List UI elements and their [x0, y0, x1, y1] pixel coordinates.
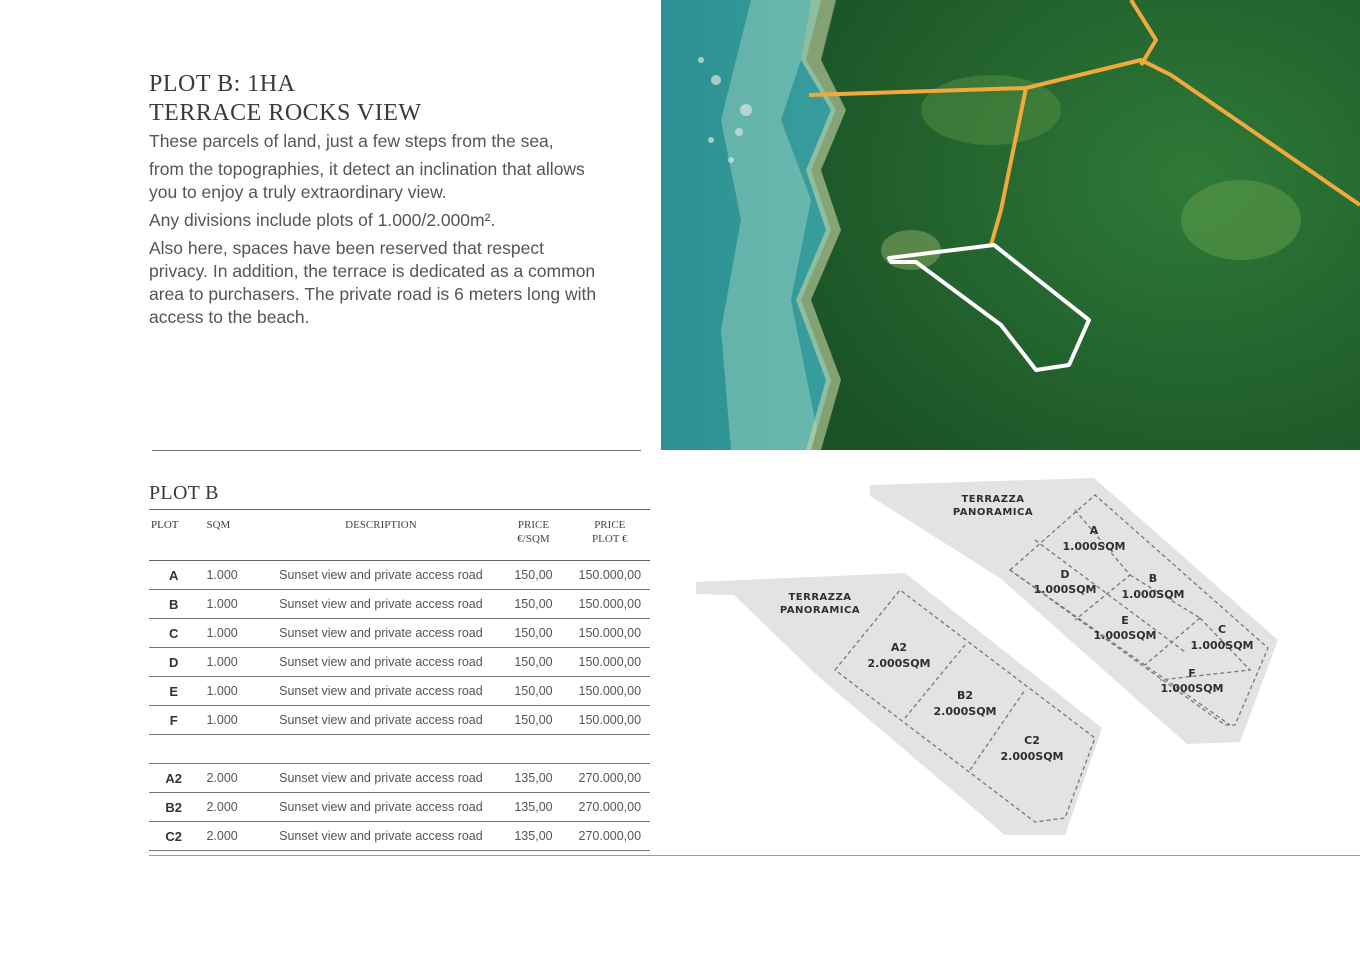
cell-plot: B2	[149, 793, 198, 822]
table-row	[149, 648, 650, 677]
cell-price-plot: 150.000,00	[570, 561, 650, 590]
col-header-description: DESCRIPTION	[264, 510, 497, 561]
cell-price-sqm: 150,00	[497, 677, 569, 706]
cell-price-sqm: 135,00	[497, 822, 569, 851]
cell-plot: A	[149, 561, 198, 590]
lot-letter-e: E	[1121, 614, 1129, 627]
intro-text	[149, 130, 599, 334]
intro-paragraph: Also here, spaces have been reserved that respect privacy. In addition, the terrace is dedicated as a common area to purchasers. The private road is 6 meters long with access to the beach.	[149, 238, 597, 327]
cell-description: Sunset view and private access road	[264, 793, 497, 822]
terrace-label-left: PANORAMICA	[779, 605, 861, 616]
table-row	[149, 590, 650, 619]
cell-price-plot: 270.000,00	[570, 793, 650, 822]
lot-letter-a: A	[1089, 524, 1099, 537]
lot-area-f: 1.000SQM	[1160, 682, 1224, 695]
cell-plot: C2	[149, 822, 198, 851]
cell-sqm: 1.000	[198, 561, 264, 590]
cell-price-plot: 270.000,00	[570, 764, 650, 793]
lot-letter-b: B	[1148, 572, 1158, 585]
cell-description: Sunset view and private access road	[264, 677, 497, 706]
intro-paragraph: from the topographies, it detect an inclination that allows you to enjoy a truly extraordinary view.	[149, 159, 585, 202]
price-table	[149, 509, 650, 851]
intro-paragraph: These parcels of land, just a few steps from the sea,	[149, 131, 554, 151]
cell-price-plot: 150.000,00	[570, 590, 650, 619]
cell-sqm: 1.000	[198, 677, 264, 706]
cell-description: Sunset view and private access road	[264, 822, 497, 851]
cell-description: Sunset view and private access road	[264, 706, 497, 735]
lot-area-c2: 2.000SQM	[1000, 750, 1064, 763]
cell-plot: D	[149, 648, 198, 677]
table-row	[149, 793, 650, 822]
lot-area-a2: 2.000SQM	[867, 657, 931, 670]
lot-letter-f: F	[1188, 667, 1196, 680]
cell-plot: A2	[149, 764, 198, 793]
cell-sqm: 1.000	[198, 619, 264, 648]
terrace-label-right: TERRAZZA	[961, 494, 1025, 505]
terrace-label-right: PANORAMICA	[952, 507, 1034, 518]
page-title	[149, 70, 422, 128]
col-header-sqm: SQM	[198, 510, 264, 561]
col-header-plot: PLOT	[149, 510, 198, 561]
cell-price-plot: 150.000,00	[570, 648, 650, 677]
table-spacer-row	[149, 735, 650, 764]
cell-price-sqm: 150,00	[497, 561, 569, 590]
cell-sqm: 2.000	[198, 764, 264, 793]
cell-description: Sunset view and private access road	[264, 561, 497, 590]
spacer-cell	[149, 735, 650, 764]
table-header-row	[149, 510, 650, 561]
cell-price-sqm: 150,00	[497, 590, 569, 619]
cell-price-plot: 150.000,00	[570, 619, 650, 648]
cell-price-sqm: 135,00	[497, 764, 569, 793]
lot-letter-c2: C2	[1024, 734, 1040, 747]
table-row	[149, 706, 650, 735]
cell-sqm: 1.000	[198, 648, 264, 677]
title-line-2: TERRACE ROCKS VIEW	[149, 100, 422, 126]
cell-description: Sunset view and private access road	[264, 590, 497, 619]
cell-price-sqm: 150,00	[497, 648, 569, 677]
table-row	[149, 764, 650, 793]
cell-price-plot: 270.000,00	[570, 822, 650, 851]
cell-description: Sunset view and private access road	[264, 764, 497, 793]
divider	[152, 450, 641, 451]
lot-area-d: 1.000SQM	[1033, 583, 1097, 596]
cell-price-sqm: 150,00	[497, 706, 569, 735]
header-line: PRICE	[517, 519, 550, 531]
cell-plot: F	[149, 706, 198, 735]
terrace-label-left: TERRAZZA	[788, 592, 852, 603]
cell-price-sqm: 135,00	[497, 793, 569, 822]
cell-sqm: 2.000	[198, 793, 264, 822]
cell-plot: E	[149, 677, 198, 706]
lot-letter-c: C	[1217, 623, 1227, 636]
cell-description: Sunset view and private access road	[264, 619, 497, 648]
lot-letter-a2: A2	[890, 641, 908, 654]
col-header-price-sqm	[497, 510, 569, 561]
cell-sqm: 2.000	[198, 822, 264, 851]
cell-plot: C	[149, 619, 198, 648]
title-line-1: PLOT B: 1HA	[149, 71, 296, 97]
cell-price-plot: 150.000,00	[570, 706, 650, 735]
header-line: PLOT €	[592, 533, 628, 545]
lot-area-b: 1.000SQM	[1121, 588, 1185, 601]
divider	[149, 855, 1360, 856]
lot-area-a: 1.000SQM	[1062, 540, 1126, 553]
lot-area-b2: 2.000SQM	[933, 705, 997, 718]
lot-area-c: 1.000SQM	[1190, 639, 1254, 652]
header-line: €/SQM	[517, 533, 550, 545]
col-header-price-plot	[570, 510, 650, 561]
table-row	[149, 677, 650, 706]
cell-sqm: 1.000	[198, 590, 264, 619]
cell-description: Sunset view and private access road	[264, 648, 497, 677]
clearing	[1181, 180, 1301, 260]
lot-letter-b2: B2	[956, 689, 974, 702]
table-row	[149, 822, 650, 851]
plot-diagram	[690, 470, 1360, 850]
cell-sqm: 1.000	[198, 706, 264, 735]
cell-price-sqm: 150,00	[497, 619, 569, 648]
cell-price-plot: 150.000,00	[570, 677, 650, 706]
table-row	[149, 561, 650, 590]
cell-plot: B	[149, 590, 198, 619]
intro-paragraph: Any divisions include plots of 1.000/2.000m².	[149, 210, 496, 230]
table-title: PLOT B	[149, 482, 219, 504]
lot-letter-d: D	[1060, 568, 1070, 581]
table-row	[149, 619, 650, 648]
aerial-photo	[661, 0, 1360, 450]
lot-area-e: 1.000SQM	[1093, 629, 1157, 642]
header-line: PRICE	[594, 519, 626, 531]
